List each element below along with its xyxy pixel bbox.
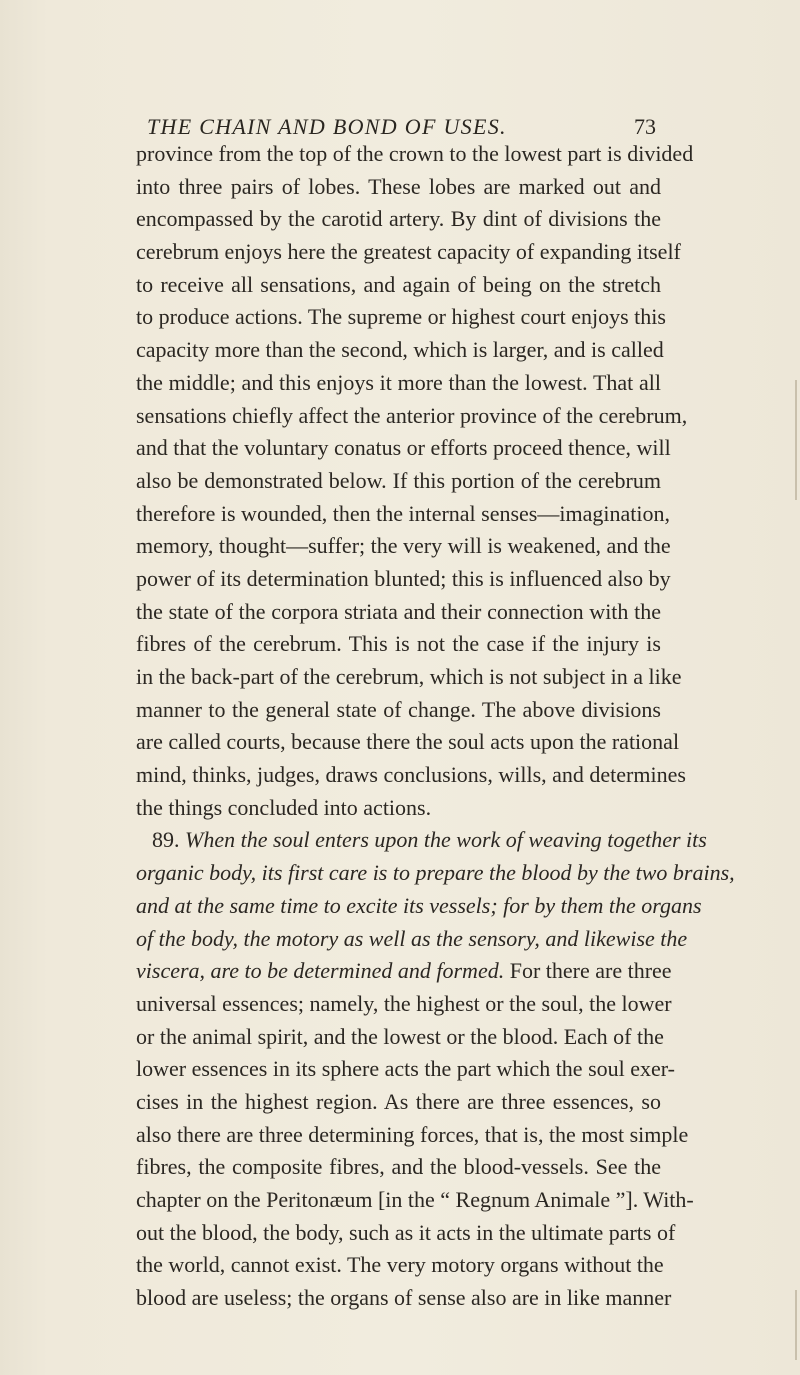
text-line bbox=[136, 792, 661, 825]
text-line bbox=[136, 1282, 672, 1315]
text-line bbox=[136, 824, 707, 857]
text-line bbox=[136, 269, 661, 302]
text-line bbox=[136, 432, 671, 465]
line-text: lower essences in its sphere acts the part which the soul exer- bbox=[136, 1056, 675, 1082]
line-text: fibres of the cerebrum. This is not the case if the injury is bbox=[136, 631, 661, 657]
line-text: also there are three determining forces, that is, the most simple bbox=[136, 1121, 689, 1147]
line-text: For there are three bbox=[509, 958, 672, 984]
line-text: fibres, the composite fibres, and the blood-vessels. See the bbox=[136, 1154, 661, 1180]
text-line bbox=[136, 857, 735, 890]
line-text: out the blood, the body, such as it acts in the ultimate parts of bbox=[136, 1219, 676, 1245]
text-line bbox=[136, 726, 680, 759]
text-line bbox=[136, 1053, 675, 1086]
text-line bbox=[136, 988, 672, 1021]
line-text: are called courts, because there the soul acts upon the rational bbox=[136, 729, 680, 755]
text-line bbox=[136, 530, 671, 563]
text-line bbox=[136, 203, 661, 236]
line-text: sensations chiefly affect the anterior province of the cerebrum, bbox=[136, 402, 688, 428]
text-line bbox=[136, 334, 664, 367]
line-text: and that the voluntary conatus or efforts proceed thence, will bbox=[136, 435, 671, 461]
line-text: mind, thinks, judges, draws conclusions, wills, and determines bbox=[136, 762, 686, 788]
text-line bbox=[136, 661, 682, 694]
line-text: memory, thought—suffer; the very will is weakened, and the bbox=[136, 533, 671, 559]
line-text: capacity more than the second, which is larger, and is called bbox=[136, 337, 664, 363]
line-text: the state of the corpora striata and their connection with the bbox=[136, 598, 661, 624]
text-line bbox=[136, 1119, 689, 1152]
text-line bbox=[136, 400, 688, 433]
line-text: or the animal spirit, and the lowest or the blood. Each of the bbox=[136, 1023, 664, 1049]
line-text: in the back-part of the cerebrum, which is not subject in a like bbox=[136, 664, 682, 689]
line-text: power of its determination blunted; this is influenced also by bbox=[136, 565, 671, 591]
page-number: 73 bbox=[634, 114, 656, 139]
line-text: also be demonstrated below. If this portion of the cerebrum bbox=[136, 467, 661, 493]
text-line bbox=[136, 694, 661, 727]
text-line bbox=[136, 138, 694, 171]
line-text: to produce actions. The supreme or highest court enjoys this bbox=[136, 304, 666, 330]
running-title: THE CHAIN AND BOND OF USES. bbox=[147, 114, 507, 139]
line-text: therefore is wounded, then the internal senses—imagination, bbox=[136, 500, 670, 526]
line-text: cerebrum enjoys here the greatest capacity of expanding itself bbox=[136, 239, 681, 265]
italic-text: of the body, the motory as well as the sensory, and likewise the bbox=[136, 925, 688, 951]
line-text: to receive all sensations, and again of being on the stretch bbox=[136, 271, 661, 297]
line-text: manner to the general state of change. The above divisions bbox=[136, 696, 661, 722]
italic-text: and at the same time to excite its vessels; for by them the organs bbox=[136, 892, 702, 918]
line-text: encompassed by the carotid artery. By dint of divisions the bbox=[136, 206, 661, 232]
text-line bbox=[136, 563, 671, 596]
line-text: province from the top of the crown to the lowest part is divided bbox=[136, 141, 694, 166]
line-text: universal essences; namely, the highest or the soul, the lower bbox=[136, 990, 672, 1016]
text-line bbox=[136, 923, 688, 956]
text-line bbox=[136, 955, 672, 988]
line-text: blood are useless; the organs of sense also are in like manner bbox=[136, 1285, 672, 1311]
text-line bbox=[136, 236, 681, 269]
text-line bbox=[136, 1021, 664, 1054]
text-line bbox=[136, 1249, 664, 1282]
text-line bbox=[136, 759, 686, 792]
text-line bbox=[136, 367, 661, 400]
line-text: the things concluded into actions. bbox=[136, 794, 432, 820]
line-text: the world, cannot exist. The very motory organs without the bbox=[136, 1252, 664, 1278]
text-line bbox=[136, 1184, 694, 1217]
italic-text: When the soul enters upon the work of weaving together its bbox=[185, 827, 707, 853]
body-text bbox=[136, 138, 735, 1315]
text-line bbox=[136, 1086, 661, 1119]
paragraph-number: 89. bbox=[152, 827, 180, 853]
italic-text: organic body, its first care is to prepare the blood by the two brains, bbox=[136, 860, 735, 886]
text-line bbox=[136, 1151, 661, 1184]
text-line bbox=[136, 628, 661, 661]
text-line bbox=[136, 1217, 676, 1250]
line-text: chapter on the Peritonæum [in the “ Regnum Animale ”]. With- bbox=[136, 1187, 694, 1212]
text-line bbox=[136, 596, 661, 629]
line-text: the middle; and this enjoys it more than the lowest. That all bbox=[136, 369, 661, 395]
text-line bbox=[136, 301, 666, 334]
page-edge-mark bbox=[795, 1290, 797, 1360]
text-line bbox=[136, 498, 670, 531]
text-line bbox=[136, 890, 702, 923]
text-line bbox=[136, 465, 661, 498]
page-edge-mark bbox=[795, 380, 797, 500]
text-line bbox=[136, 171, 661, 204]
line-text: into three pairs of lobes. These lobes are marked out and bbox=[136, 173, 661, 199]
italic-text: viscera, are to be determined and formed. bbox=[136, 958, 505, 984]
line-text: cises in the highest region. As there are three essences, so bbox=[136, 1088, 661, 1114]
